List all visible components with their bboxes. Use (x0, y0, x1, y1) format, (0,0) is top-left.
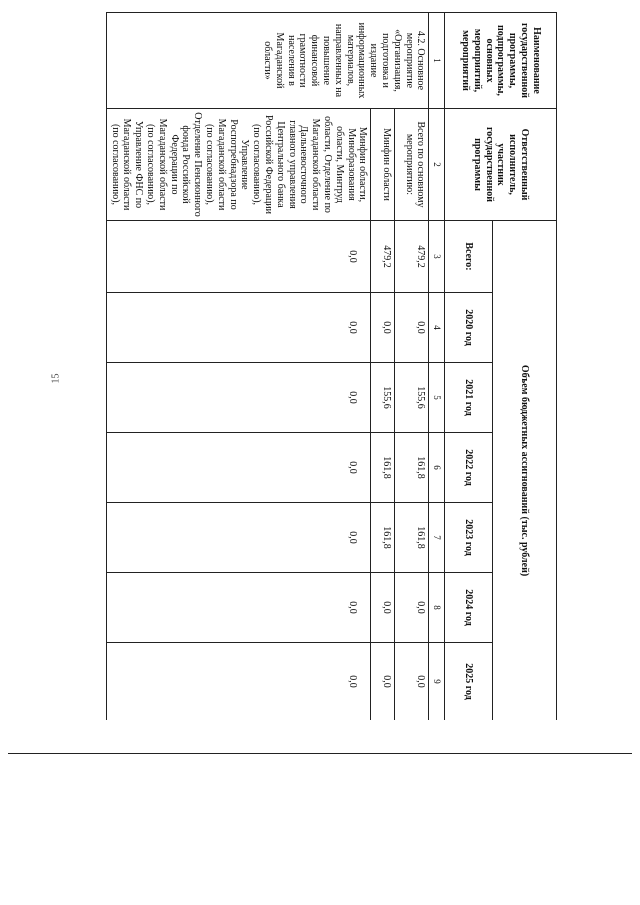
header-budget-group: Объем бюджетных ассигнований (тыс. рублей) (493, 221, 557, 721)
header-year-2022: 2022 год (445, 433, 493, 503)
header-year-2025: 2025 год (445, 643, 493, 721)
header-year-total: Всего: (445, 221, 493, 293)
budget-table (106, 12, 557, 720)
value-cell: 0,0 (106, 573, 371, 643)
executor-participants: Минфин области, Минобразования области, Минтруд области, Отделение по Магаданской области Дальневосточного главного управления Центрального банка Российской Федерации (по согласованию), Управление Роспотребнадзора по Магаданской области (по согласованию), Отделение Пенсионного фонда Российской Федерации по Магаданской области (по согласованию), Управление ФНС по Магаданской области (по согласованию), (106, 109, 371, 221)
col-number: 8 (429, 573, 445, 643)
footer-divider (8, 753, 632, 754)
rotated-page-content (62, 12, 557, 720)
value-cell: 155,6 (395, 363, 429, 433)
col-number: 4 (429, 293, 445, 363)
value-cell: 0,0 (371, 643, 395, 721)
header-executor: Ответственный исполнитель, участник государственной программы (445, 109, 557, 221)
value-cell: 479,2 (395, 221, 429, 293)
value-cell: 479,2 (371, 221, 395, 293)
value-cell: 0,0 (106, 433, 371, 503)
value-cell: 161,8 (371, 503, 395, 573)
col-number: 1 (429, 13, 445, 109)
value-cell: 0,0 (395, 643, 429, 721)
value-cell: 0,0 (106, 503, 371, 573)
value-cell: 161,8 (371, 433, 395, 503)
col-number: 9 (429, 643, 445, 721)
value-cell: 0,0 (106, 643, 371, 721)
header-year-2023: 2023 год (445, 503, 493, 573)
value-cell: 0,0 (106, 221, 371, 293)
executor-minfin: Минфин области (371, 109, 395, 221)
header-name: Наименование государственной программы, подпрограммы, основных мероприятий, мероприятий (445, 13, 557, 109)
executor-total: Всего по основному мероприятию: (395, 109, 429, 221)
col-number: 2 (429, 109, 445, 221)
header-year-2024: 2024 год (445, 573, 493, 643)
col-number: 6 (429, 433, 445, 503)
value-cell: 0,0 (106, 293, 371, 363)
page-number: 15 (50, 373, 62, 384)
value-cell: 161,8 (395, 503, 429, 573)
header-year-2021: 2021 год (445, 363, 493, 433)
col-number: 3 (429, 221, 445, 293)
col-number: 5 (429, 363, 445, 433)
value-cell: 0,0 (106, 363, 371, 433)
header-year-2020: 2020 год (445, 293, 493, 363)
value-cell: 0,0 (371, 293, 395, 363)
value-cell: 155,6 (371, 363, 395, 433)
value-cell: 0,0 (371, 573, 395, 643)
value-cell: 161,8 (395, 433, 429, 503)
value-cell: 0,0 (395, 573, 429, 643)
value-cell: 0,0 (395, 293, 429, 363)
table-rotation-frame (62, 12, 557, 720)
col-number: 7 (429, 503, 445, 573)
activity-name: 4.2. Основное мероприятие «Организация, подготовка и издание информационных материалов, направленных на повышение финансовой грамотности населения в Магаданской области» (106, 13, 429, 109)
